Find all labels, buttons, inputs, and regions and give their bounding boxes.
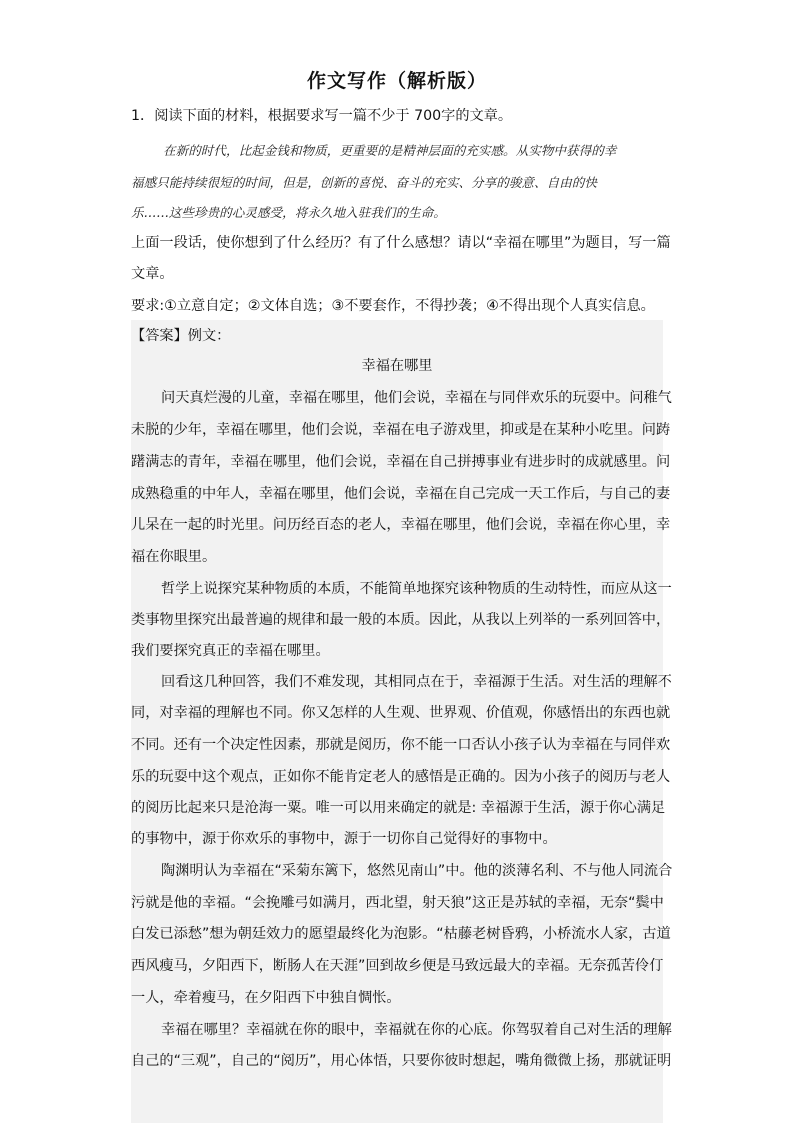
essay-line: 问天真烂漫的儿童，幸福在哪里，他们会说，幸福在与同伴欢乐的玩耍中。问稚气 xyxy=(161,390,672,406)
essay-line: 乐的玩耍中这个观点，正如你不能肯定老人的感悟是正确的。因为小孩子的阅历与老人 xyxy=(131,769,671,785)
essay-line: 西风瘦马，夕阳西下，断肠人在天涯”回到故乡便是马致远最大的幸福。无奈孤苦伶仃 xyxy=(131,958,664,974)
essay-line: 不同。还有一个决定性因素，那就是阅历，你不能一口否认小孩子认为幸福在与同伴欢 xyxy=(131,737,671,753)
question-line: 1．阅读下面的材料，根据要求写一篇不少于 700字的文章。 xyxy=(131,108,513,124)
document-title: 作文写作（解析版） xyxy=(306,70,487,92)
essay-line: 同，对幸福的理解也不同。你又怎样的人生观、世界观、价值观，你感悟出的东西也就 xyxy=(131,705,671,721)
essay-line: 的阅历比起来只是沧海一粟。唯一可以用来确定的就是: 幸福源于生活，源于你心满足 xyxy=(131,800,666,816)
requirements-line: 要求:①立意自定；②文体自选；③不要套作，不得抄袭；④不得出现个人真实信息。 xyxy=(131,298,655,314)
essay-line: 未脱的少年，幸福在哪里，他们会说，幸福在电子游戏里，抑或是在某种小吃里。问踌 xyxy=(131,422,671,438)
essay-line: 类事物里探究出最普遍的规律和最一般的本质。因此，从我以上列举的一系列回答中， xyxy=(131,612,671,628)
essay-line: 的事物中，源于你欢乐的事物中，源于一切你自己觉得好的事物中。 xyxy=(131,831,557,847)
essay-line: 哲学上说探究某种物质的本质，不能简单地探究该种物质的生动特性，而应从这一 xyxy=(161,581,672,597)
essay-line: 自己的“三观”，自己的“阅历”，用心体悟，只要你彼时想起，嘴角微微上扬，那就证明 xyxy=(131,1053,672,1069)
essay-line: 躇满志的青年，幸福在哪里，他们会说，幸福在自己拼搏事业有进步时的成就感里。问 xyxy=(131,454,671,470)
essay-line: 污就是他的幸福。“会挽雕弓如满月，西北望，射天狼”这正是苏轼的幸福，无奈“鬓中 xyxy=(131,895,664,911)
prompt-line: 文章。 xyxy=(131,266,174,282)
essay-line: 回看这几种回答，我们不难发现，其相同点在于，幸福源于生活。对生活的理解不 xyxy=(161,674,672,690)
essay-line: 幸福在哪里？幸福就在你的眼中，幸福就在你的心底。你驾驭着自己对生活的理解 xyxy=(161,1022,672,1038)
essay-line: 一人，牵着瘦马，在夕阳西下中独自惆怅。 xyxy=(131,990,401,1006)
essay-line: 白发已添愁”想为朝廷效力的愿望最终化为泡影。“枯藤老树昏鸦，小桥流水人家，古道 xyxy=(131,926,671,942)
essay-line: 成熟稳重的中年人，幸福在哪里，他们会说，幸福在自己完成一天工作后，与自己的妻 xyxy=(131,486,671,502)
essay-line: 儿呆在一起的时光里。问历经百态的老人，幸福在哪里，他们会说，幸福在你心里，幸 xyxy=(131,517,671,533)
answer-label: 【答案】例文： xyxy=(131,328,231,344)
essay-line: 福在你眼里。 xyxy=(131,549,217,565)
essay-title: 幸福在哪里 xyxy=(361,358,433,374)
material-line: 福感只能持续很短的时间，但是，创新的喜悦、奋斗的充实、分享的骏意、自由的快 xyxy=(131,175,597,190)
prompt-line: 上面一段话，使你想到了什么经历？有了什么感想？请以“幸福在哪里”为题目，写一篇 xyxy=(131,235,671,251)
essay-line: 我们要探究真正的幸福在哪里。 xyxy=(131,643,330,659)
material-line: 乐……这些珍贵的心灵感受，将永久地入驻我们的生命。 xyxy=(131,205,446,220)
essay-line: 陶渊明认为幸福在“采菊东篱下，悠然见南山”中。他的淡薄名利、不与他人同流合 xyxy=(161,863,673,879)
material-line: 在新的时代，比起金钱和物质，更重要的是精神层面的充实感。从实物中获得的幸 xyxy=(163,143,617,158)
